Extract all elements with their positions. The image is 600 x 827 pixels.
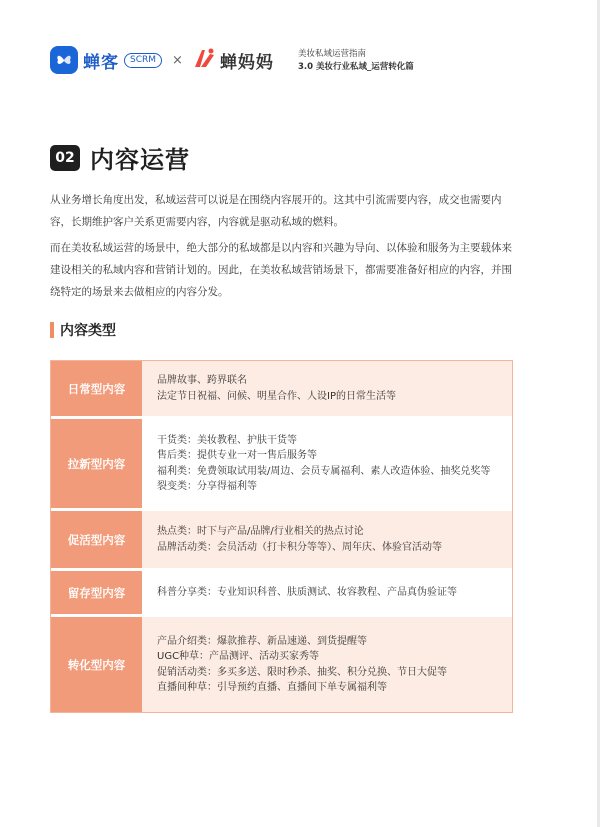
brand-chanke: 蝉客 [83,52,119,73]
guide-subtitle: 3.0 美妆行业私域_运营转化篇 [298,62,414,72]
intro-paragraph-1: 从业务增长角度出发，私域运营可以说是在围绕内容展开的。这其中引流需要内容，成交也需要内容，长期维护客户关系更需要内容，内容就是驱动私域的燃料。 [50,194,502,228]
row-line: 福利类：免费领取试用装/周边、会员专属福利、素人改造体验、抽奖兑奖等 [157,465,491,477]
subsection-title: 内容类型 [60,323,116,339]
guide-caption [298,48,414,74]
guide-title: 美妆私域运营指南 [298,49,367,59]
row-line: 干货类：美妆教程、护肤干货等 [157,434,297,446]
row-content [142,617,512,712]
table-row [51,361,512,416]
brand-chanmama: 蝉妈妈 [219,52,274,73]
row-line: 品牌活动类：会员活动（打卡积分等等）、周年庆、体验官活动等 [157,541,442,553]
row-line: 裂变类：分享得福利等 [157,481,257,492]
row-line: 科普分享类：专业知识科普、肤质测试、妆容教程、产品真伪验证等 [157,586,457,598]
table-row [51,614,512,712]
subsection-heading [50,320,116,340]
content-type-table [50,360,513,713]
row-line: 法定节日祝福、问候、明星合作、人设IP的日常生活等 [157,390,396,402]
row-line: UGC种草：产品测评、活动买家秀等 [157,651,320,662]
table-row [51,416,512,508]
header [50,45,274,75]
table-row [51,568,512,614]
row-label: 转化型内容 [51,617,142,712]
scrm-badge: SCRM [124,53,162,68]
row-line: 品牌故事、跨界联名 [157,375,247,386]
row-label: 促活型内容 [51,511,142,568]
section-heading [50,140,190,175]
row-line: 直播间种草：引导预约直播、直播间下单专属福利等 [157,682,387,693]
row-content [142,361,512,416]
section-title: 内容运营 [90,146,190,174]
row-content [142,571,512,614]
row-line: 售后类：提供专业一对一售后服务等 [157,450,317,461]
chanmama-logo-icon [192,47,216,73]
row-label: 留存型内容 [51,571,142,614]
section-number: 02 [50,145,80,171]
butterfly-logo-icon [50,46,78,74]
row-label: 日常型内容 [51,361,142,416]
intro-paragraph-2: 而在美妆私域运营的场景中，绝大部分的私域都是以内容和兴趣为导向、以体验和服务为主要载体来建设相关的私域内容和营销计划的。因此，在美妆私域营销场景下，都需要准备好相应的内容，并围绕特定的场景来去做相应的内容分发。 [50,242,512,298]
row-content [142,419,512,508]
row-line: 促销活动类：多买多送、限时秒杀、抽奖、积分兑换、节日大促等 [157,666,447,678]
times-separator: × [172,52,183,68]
row-line: 产品介绍类：爆款推荐、新品速递、到货提醒等 [157,635,367,647]
subsection-accent-bar [50,322,54,338]
table-row [51,508,512,568]
row-content [142,511,512,568]
row-line: 热点类：时下与产品/品牌/行业相关的热点讨论 [157,526,364,537]
row-label: 拉新型内容 [51,419,142,508]
